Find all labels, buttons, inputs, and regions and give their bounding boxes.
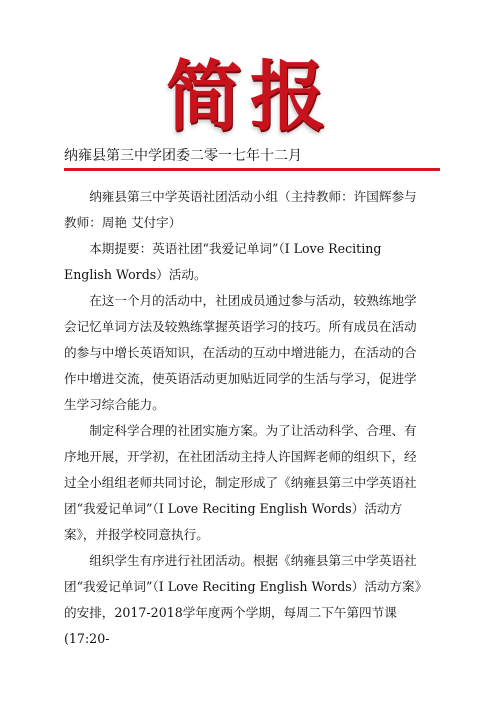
article-body	[64, 184, 422, 652]
issue-subtitle: 纳雍县第三中学团委二零一七年十二月	[64, 148, 302, 164]
paragraph-4: 制定科学合理的社团实施方案。为了让活动科学、合理、有序地开展，开学初，在社团活动主持人许国辉老师的组织下，经过全小组组老师共同讨论，制定形成了《纳雍县第三中学英语社团“我爱记单词”（I Love Reciting English Words）活动方案》，并报学校同意执行。	[64, 423, 417, 542]
masthead-title: 简报	[166, 52, 334, 141]
paragraph-1: 纳雍县第三中学英语社团活动小组（主持教师：许国辉参与教师：周艳 艾付宇）	[64, 189, 417, 230]
paragraph-3: 在这一个月的活动中，社团成员通过参与活动，较熟练地学会记忆单词方法及较熟练掌握英语学习的技巧。所有成员在活动的参与中增长英语知识，在活动的互动中增进能力，在活动的合作中增进交流，使英语活动更加贴近同学的生活与学习，促进学生学习综合能力。	[64, 293, 417, 412]
red-divider	[64, 168, 440, 171]
paragraph-2: 本期提要：英语社团“我爱记单词”（I Love Reciting English Words）活动。	[64, 241, 382, 282]
paragraph-5: 组织学生有序进行社团活动。根据《纳雍县第三中学英语社团“我爱记单词”（I Love Reciting English Words）活动方案》的安排，2017-2018学年度两个学期，每周二下午第四节课(17:20-	[64, 553, 421, 646]
